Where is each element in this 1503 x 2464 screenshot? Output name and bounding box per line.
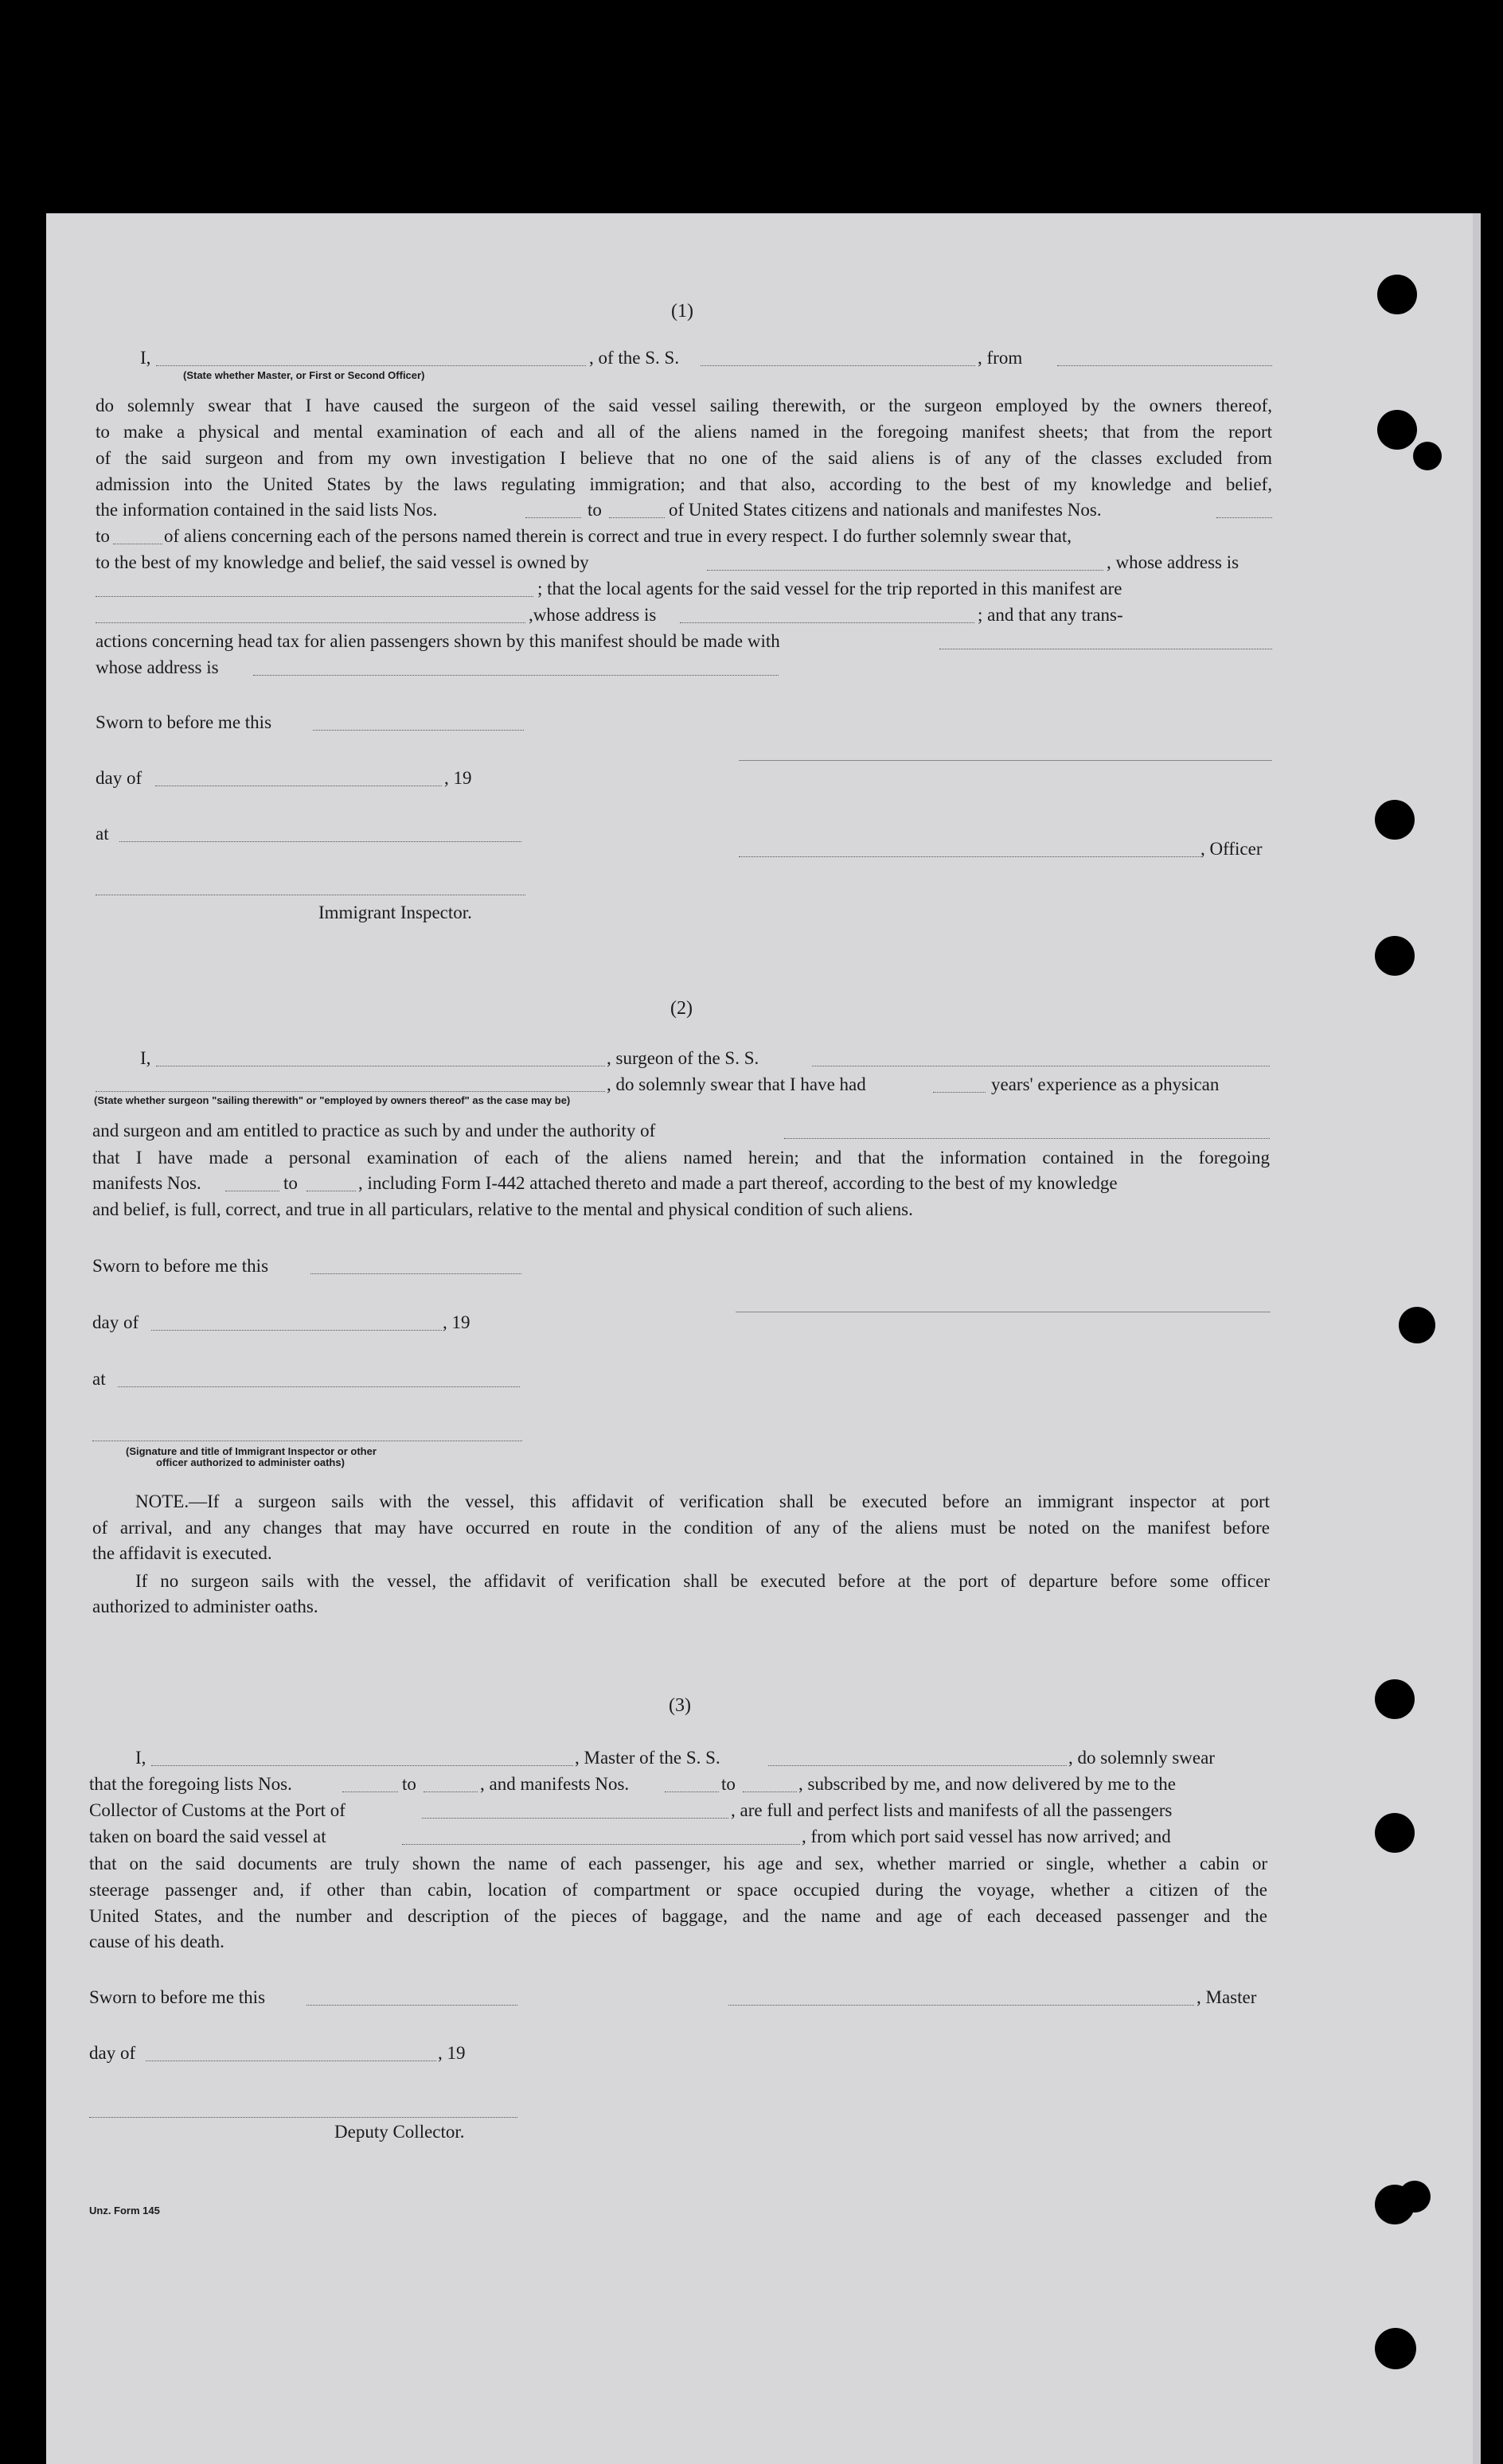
solemnly-label: , do solemnly swear that I have had (607, 1074, 866, 1094)
form-i442-label: , including Form I-442 attached thereto and made a part thereof, according to the best of my knowledge (358, 1173, 1118, 1193)
authority-label: and surgeon and am entitled to practice as such by and under the authority of (92, 1121, 656, 1140)
immigrant-inspector-label: Immigrant Inspector. (318, 903, 472, 922)
agents-address-field[interactable] (680, 622, 974, 623)
manifest-to-field[interactable] (743, 1791, 797, 1792)
years-label: years' experience as a physican (991, 1074, 1220, 1094)
subscribed-label: , subscribed by me, and now delivered by me to the (798, 1774, 1176, 1794)
departure-port-field[interactable] (402, 1844, 800, 1845)
owner-label: to the best of my knowledge and belief, the said vessel is owned by (96, 552, 589, 572)
surgeon-type-label: (State whether surgeon "sailing therewith" or "employed by owners thereof" as the case may be) (94, 1094, 571, 1106)
note-line: NOTE.—If a surgeon sails with the vessel, this affidavit of verification shall be executed before an immigrant inspector at port (135, 1491, 1270, 1511)
year-label: , 19 (444, 768, 472, 788)
list-to-field[interactable] (424, 1791, 478, 1792)
list-to-field[interactable] (609, 517, 665, 518)
officer-label: , Officer (1200, 839, 1263, 859)
oath-line: of the said surgeon and from my own investigation I believe that no one of the said aliens is of any of the classes excluded from (96, 448, 1272, 468)
collector-label: Collector of Customs at the Port of (89, 1800, 345, 1820)
sworn-date-field[interactable] (306, 2005, 517, 2006)
vessel-name-field[interactable] (701, 365, 975, 366)
i-label: I, (140, 348, 151, 368)
binder-hole (1377, 410, 1417, 450)
port-field[interactable] (422, 1818, 728, 1819)
deputy-collector-label: Deputy Collector. (334, 2122, 465, 2142)
manifests-label: manifests Nos. (92, 1173, 201, 1193)
month-field[interactable] (146, 2060, 436, 2061)
i-label: I, (140, 1048, 151, 1068)
years-field[interactable] (933, 1092, 986, 1093)
head-tax-label: actions concerning head tax for alien passengers shown by this manifest should be made with (96, 631, 780, 651)
signature-title-label: (Signature and title of Immigrant Inspector or other (126, 1445, 377, 1457)
list-from-field[interactable] (525, 517, 581, 518)
section-number: (3) (669, 1695, 691, 1716)
binder-hole (1399, 1307, 1435, 1343)
arrived-label: , from which port said vessel has now arrived; and (802, 1827, 1171, 1846)
binder-hole (1375, 1813, 1415, 1853)
at-label: at (92, 1369, 106, 1389)
sworn-label: Sworn to before me this (96, 712, 272, 732)
month-field[interactable] (151, 1330, 442, 1331)
i-label: I, (135, 1748, 146, 1768)
citizens-label: of United States citizens and nationals and manifestes Nos. (669, 500, 1102, 520)
trans-label: ; and that any trans- (978, 605, 1123, 625)
form-number: Unz. Form 145 (89, 2205, 160, 2216)
documents-line: steerage passenger and, if other than cabin, location of compartment or space occupied during the voyage, whether a citizen of the (89, 1880, 1267, 1900)
sworn-date-field[interactable] (313, 730, 524, 731)
owner-address-label: , whose address is (1107, 552, 1239, 572)
officer-name-field[interactable] (156, 365, 586, 366)
from-label: , from (978, 348, 1023, 368)
form-page (46, 213, 1473, 2464)
oath-line: to make a physical and mental examination of each and all of the aliens named in the foregoing manifest sheets; that from the report (96, 422, 1272, 442)
place-field[interactable] (118, 1386, 520, 1387)
local-agents-label: ; that the local agents for the said vessel for the trip reported in this manifest are (537, 579, 1122, 598)
place-field[interactable] (119, 841, 521, 842)
binder-hole (1377, 275, 1417, 314)
to-label: to (588, 500, 602, 520)
binder-hole (1375, 1679, 1415, 1719)
year-label: , 19 (443, 1312, 470, 1332)
vessel-name-field[interactable] (768, 1765, 1067, 1766)
manifest-from-field[interactable] (665, 1791, 719, 1792)
binder-hole (1413, 442, 1442, 470)
authority-field[interactable] (784, 1138, 1270, 1139)
binder-hole (1375, 2328, 1416, 2369)
master-label: , Master (1197, 1987, 1257, 2007)
documents-line: cause of his death. (89, 1932, 224, 1951)
head-tax-address-label: whose address is (96, 657, 219, 677)
manifest-from-field[interactable] (1216, 517, 1272, 518)
officer-title-field[interactable] (739, 856, 1200, 857)
binder-hole (1399, 2181, 1431, 2213)
swear-label: , do solemnly swear (1068, 1748, 1215, 1768)
to-label: to (402, 1774, 416, 1794)
documents-line: United States, and the number and description of the pieces of baggage, and the name and age of each deceased passenger and the (89, 1906, 1267, 1926)
sworn-date-field[interactable] (310, 1273, 521, 1274)
head-tax-address-field[interactable] (253, 675, 779, 676)
taken-on-board-label: taken on board the said vessel at (89, 1827, 326, 1846)
owner-field[interactable] (707, 570, 1103, 571)
year-label: , 19 (438, 2043, 466, 2063)
section-number: (2) (670, 998, 693, 1019)
to-label: to (283, 1173, 298, 1193)
binder-hole (1375, 800, 1415, 840)
of-ss-label: , of the S. S. (589, 348, 680, 368)
to-label: to (96, 526, 110, 546)
note-line: If no surgeon sails with the vessel, the affidavit of verification shall be executed before at the port of departure before some officer (135, 1571, 1270, 1591)
section-number: (1) (671, 301, 693, 322)
lists-label: that the foregoing lists Nos. (89, 1774, 292, 1794)
sworn-label: Sworn to before me this (92, 1256, 269, 1276)
note-line: authorized to administer oaths. (92, 1597, 318, 1616)
day-of-label: day of (92, 1312, 139, 1332)
master-signature-line[interactable] (728, 2005, 1194, 2006)
surgeon-of-label: , surgeon of the S. S. (607, 1048, 759, 1068)
oath-line: do solemnly swear that I have caused the surgeon of the said vessel sailing therewith, or the surgeon employed by the owners thereof, (96, 396, 1272, 415)
master-name-field[interactable] (151, 1765, 573, 1766)
note-line: the affidavit is executed. (92, 1543, 272, 1563)
from-port-field[interactable] (1057, 365, 1272, 366)
day-of-label: day of (89, 2043, 136, 2063)
manifests-label: , and manifests Nos. (480, 1774, 630, 1794)
day-of-label: day of (96, 768, 142, 788)
lists-label: the information contained in the said lists Nos. (96, 500, 438, 520)
perfect-lists-label: , are full and perfect lists and manifests of all the passengers (731, 1800, 1173, 1820)
belief-line: and belief, is full, correct, and true in all particulars, relative to the mental and physical condition of such aliens. (92, 1199, 913, 1219)
surgeon-type-field[interactable] (96, 1091, 605, 1092)
oath-line: admission into the United States by the laws regulating immigration; and that also, according to the best of my knowledge and belief, (96, 474, 1272, 494)
documents-line: that on the said documents are truly shown the name of each passenger, his age and sex, whether married or single, whether a cabin or (89, 1854, 1267, 1873)
at-label: at (96, 824, 109, 844)
master-of-label: , Master of the S. S. (575, 1748, 720, 1768)
collector-signature-line[interactable] (89, 2117, 517, 2118)
binder-hole (1375, 936, 1415, 976)
agents-field[interactable] (96, 622, 525, 623)
agents-address-label: ,whose address is (529, 605, 657, 625)
note-line: of arrival, and any changes that may have occurred en route in the condition of any of the aliens must be noted on the manifest before (92, 1518, 1270, 1538)
examination-line: that I have made a personal examination of each of the aliens named herein; and that the information contained in the foregoing (92, 1148, 1270, 1168)
owner-address-field[interactable] (96, 596, 533, 597)
list-from-field[interactable] (342, 1791, 398, 1792)
officer-rank-label: (State whether Master, or First or Second Officer) (183, 369, 425, 381)
aliens-label: of aliens concerning each of the persons named therein is correct and true in every respect. I do further solemnly swear that, (164, 526, 1072, 546)
officer-signature-line[interactable] (739, 760, 1272, 761)
sworn-label: Sworn to before me this (89, 1987, 266, 2007)
to-label: to (721, 1774, 736, 1794)
signature-title-label: officer authorized to administer oaths) (156, 1456, 345, 1468)
